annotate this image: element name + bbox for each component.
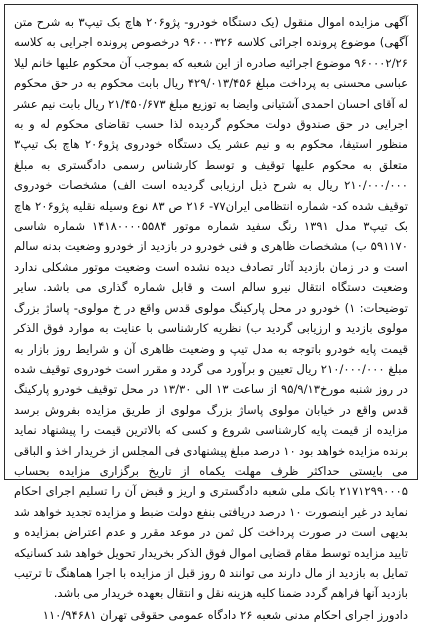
auction-notice xyxy=(4,4,418,622)
notice-code: ۱۱۰/۹۴۶۸۱ xyxy=(42,607,97,622)
signature-text: دادورز اجرای احکام مدنی شعبه ۲۶ دادگاه عمومی حقوقی تهران xyxy=(100,607,408,622)
notice-signature xyxy=(14,606,408,624)
notice-body: آگهی مزایده اموال منقول (یک دستگاه خودرو- پژو۲۰۶ هاچ بک تیپ۳ به شرح متن آگهی) موضوع پرونده اجرائی کلاسه ۹۶۰۰۰۳۲۶ درخصوص پرونده اجرایی به کلاسه ۹۶۰۰۰۲/۲۶ موضوع اجرائیه صادره از این شعبه که بموجب آن محکوم علیها خانم لیلا عباسی محسنی به پرداخت مبلغ ۴۲۹/۰۱۳/۴۵۶ ریال بابت محکوم به در حق محکوم له آقای احسان احمدی آشتیانی وایضا به توزیع مبلغ ۲۱/۴۵۰/۶۷۳ ریال بابت نیم عشر اجرایی در حق صندوق دولت محکوم گردیده لذا حسب تقاضای محکوم له و به منظور استیفا، محکوم به و نیم عشر یک دستگاه خودروی پژو۲۰۶ هاچ بک تیپ۳ متعلق به محکوم علیها توقیف و توسط کارشناس رسمی دادگستری به مبلغ ۲۱۰/۰۰۰/۰۰۰ ریال به شرح ذیل ارزیابی گردیده است الف) مشخصات خودروی توقیف شده کد- شماره انتظامی ایران۷۷- ۲۱۶ ص ۸۳ نوع وسیله نقلیه پژو۲۰۶ هاچ بک تیپ۳ مدل ۱۳۹۱ رنگ سفید شماره موتور ۱۴۱۸۰۰۰۰۵۵۸۴ شماره شاسی ۵۹۱۱۷۰ ب) مشخصات ظاهری و فنی خودرو در بازدید از خودرو وضعیت بدنه سالم است و در زمان بازدید آثار تصادف دیده نشده است وضعیت موتور مشکلی ندارد وضعیت دستگاه انتقال نیرو سالم است و قابل شماره گذاری می باشد. سایر توضیحات: ۱) خودرو در محل پارکینگ مولوی قدس واقع در خ مولوی- پاساژ بزرگ مولوی بازدید و ارزیابی گردید ب) نظریه کارشناسی با عنایت به موارد فوق الذکر قیمت پایه خودرو باتوجه به مدل تیپ و وضعیت ظاهری آن و شرایط روز بازار به مبلغ ۲۱۰/۰۰۰/۰۰۰ ریال تعیین و برآورد می گردد و مقرر است خودروی توقیف شده در روز شنبه مورخ۹۵/۹/۱۳ از ساعت ۱۳ الی ۱۳/۳۰ در محل توقیف خودرو پارکینگ قدس واقع در خیابان مولوی پاساژ بزرگ مولوی از طریق مزایده بفروش برسد مزایده از قیمت پایه کارشناسی شروع و کسی که بالاترین قیمت را پیشنهاد نماید برنده مزایده خواهد بود ۱۰ درصد مبلغ پیشنهادی فی المجلس از خریدار اخذ و الباقی می بایستی حداکثر ظرف مهلت یکماه از تاریخ برگزاری مزایده بحساب ۲۱۷۱۲۹۹۰۰۰۵ بانک ملی شعبه دادگستری و اریز و قبض آن را تسلیم اجرای احکام نماید در غیر اینصورت ۱۰ درصد دریافتی بنفع دولت ضبط و مزایده تجدید خواهد شد بدیهی است در صورت پرداخت کل ثمن در موعد مقرر و عدم اعتراض بمزایده و تایید مزایده توسط مقام قضایی اموال فوق الذکر بخریدار تحویل خواهد شد کسانیکه تمایل به بازدید از مال دارند می توانند ۵ روز قبل از مزایده با اجرا هماهنگ تا ترتیب بازدید آنها فراهم گردد ضمنا کلیه هزینه نقل و انتقال بعهده خریدار می باشد. xyxy=(14,15,409,601)
